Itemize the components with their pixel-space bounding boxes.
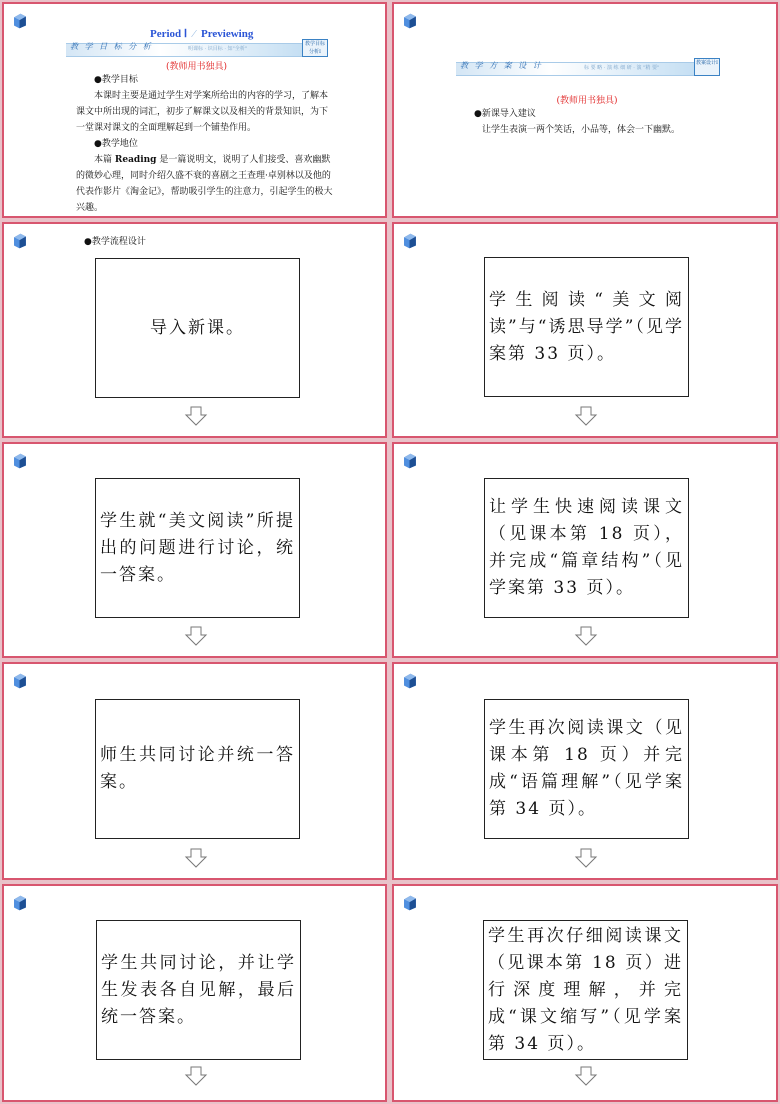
teacher-note: (教师用书独具): [165, 62, 228, 72]
slide-10[interactable]: [392, 884, 778, 1102]
heading-goals: ●教学目标: [94, 75, 138, 85]
flow-step-box: [483, 920, 688, 1060]
flow-step-box: [484, 478, 689, 618]
down-arrow-icon: [184, 626, 208, 646]
book-logo-icon: [402, 12, 418, 30]
book-logo-icon: [402, 672, 418, 690]
book-logo-icon: [12, 232, 28, 250]
flow-step-text: 学生共同讨论，并让学生发表各自见解，最后统一答案。: [101, 952, 296, 1027]
heading-intro: ●新课导入建议: [474, 109, 536, 119]
flow-step-text: 让学生快速阅读课文（见课本第 18 页），并完成“篇章结构”（见学案第 33 页）。: [489, 497, 684, 598]
slash-decoration: ⁄: [193, 28, 195, 40]
flow-step-box: [95, 478, 300, 618]
section-banner: [66, 39, 328, 57]
heading-position: ●教学地位: [94, 139, 138, 149]
slide-9[interactable]: [2, 884, 387, 1102]
period-label: Period Ⅰ: [150, 28, 188, 40]
para-rest: 是一篇说明文，说明了人们接受、喜欢幽默的微妙心理，同时介绍久盛不衰的喜剧之王查理·卓别林以及他的代表作影片《淘金记》，帮助吸引学生的注意力，引起学生的极大兴趣。: [76, 155, 333, 213]
banner-tag: 教案设计Ⅰ: [694, 58, 720, 76]
period-subtitle: Previewing: [201, 28, 254, 40]
flow-step-text: 学生再次仔细阅读课文（见课本第 18 页）进行深度理解，并完成“课文缩写”（见学案第 34 页）。: [488, 925, 683, 1054]
flow-step-text: 学生就“美文阅读”所提出的问题进行讨论，统一答案。: [100, 510, 295, 585]
banner-motto: 明课标 · 识目标 · 知"全析": [188, 46, 248, 52]
paragraph-goals: 本课时主要是通过学生对学案所给出的内容的学习，了解本课文中所出现的词汇，初步了解课文以及相关的背景知识，为下一堂课对课文的全面理解起到一个铺垫作用。: [76, 91, 329, 133]
flow-step-text: 导入新课。: [150, 317, 245, 338]
book-logo-icon: [12, 672, 28, 690]
down-arrow-icon: [574, 626, 598, 646]
book-logo-icon: [12, 452, 28, 470]
flow-step-text: 学生再次阅读课文（见课本第 18 页）并完成“语篇理解”（见学案第 34 页）。: [489, 718, 684, 819]
para-prefix: 本篇: [94, 155, 115, 165]
banner-motto: 标 要 略 · 演 练 细 研 · 演 "精 要": [584, 65, 660, 71]
section-banner: [456, 58, 720, 76]
down-arrow-icon: [184, 406, 208, 426]
flow-step-box: [484, 257, 689, 397]
book-logo-icon: [12, 12, 28, 30]
flow-step-text: 师生共同讨论并统一答案。: [100, 745, 295, 792]
book-logo-icon: [12, 894, 28, 912]
slide-3[interactable]: [2, 222, 387, 438]
banner-title: 教 学 目 标 分 析: [70, 42, 153, 51]
flow-step-box: [95, 699, 300, 839]
slide-1[interactable]: [2, 2, 387, 218]
flow-step-box: [95, 258, 300, 398]
down-arrow-icon: [184, 848, 208, 868]
book-logo-icon: [402, 452, 418, 470]
down-arrow-icon: [184, 1066, 208, 1086]
down-arrow-icon: [574, 1066, 598, 1086]
paragraph-position: [76, 152, 336, 216]
flow-step-box: [484, 699, 689, 839]
down-arrow-icon: [574, 848, 598, 868]
flow-step-box: [96, 920, 301, 1060]
slide-5[interactable]: [2, 442, 387, 658]
reading-word: Reading: [114, 155, 157, 165]
banner-tag: 教学目标分析Ⅰ: [302, 39, 328, 57]
teacher-note: (教师用书独具): [556, 96, 618, 106]
book-logo-icon: [402, 894, 418, 912]
slide-8[interactable]: [392, 662, 778, 880]
slide-7[interactable]: [2, 662, 387, 880]
down-arrow-icon: [574, 406, 598, 426]
slide-4[interactable]: [392, 222, 778, 438]
banner-title: 教 学 方 案 设 计: [460, 61, 543, 70]
book-logo-icon: [402, 232, 418, 250]
paragraph-intro: 让学生表演一两个笑话，小品等，体会一下幽默。: [482, 125, 681, 135]
slide-2[interactable]: [392, 2, 778, 218]
flow-step-text: 学生阅读“美文阅读”与“诱思导学”（见学案第 33 页）。: [489, 289, 684, 364]
heading-flow: ●教学流程设计: [84, 237, 146, 247]
slide-6[interactable]: [392, 442, 778, 658]
